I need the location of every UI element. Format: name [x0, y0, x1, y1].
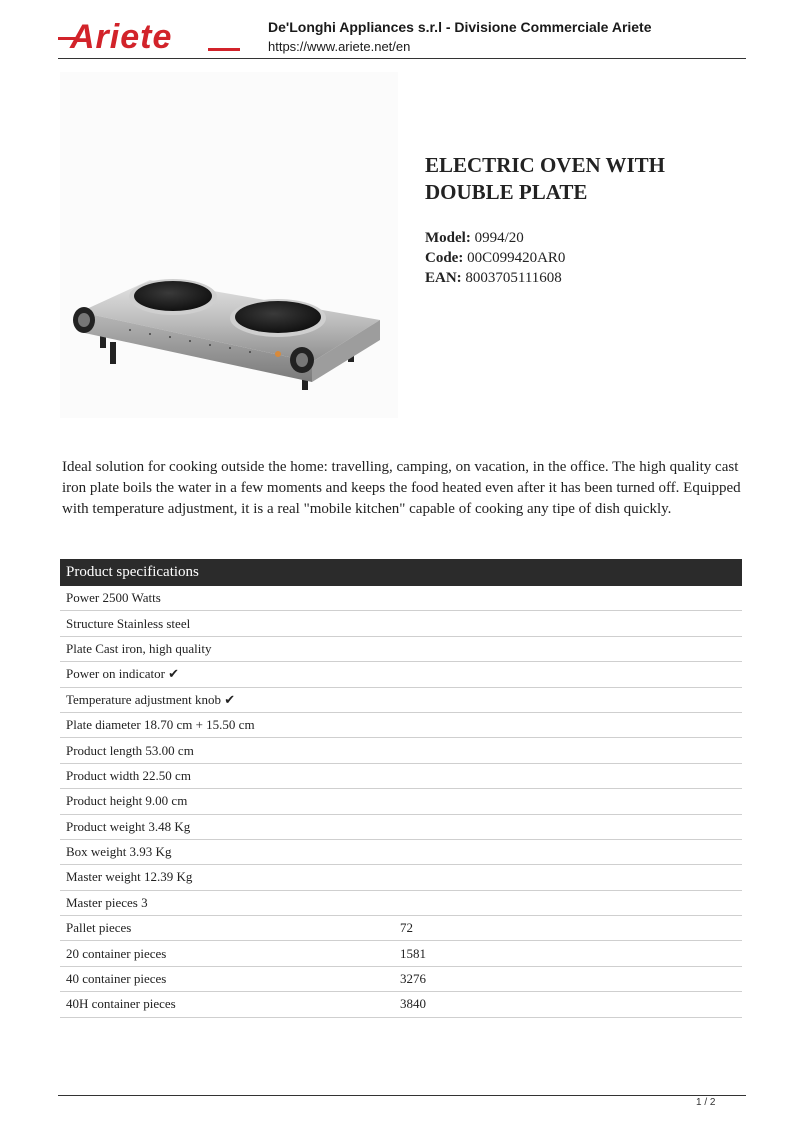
- table-row: [60, 814, 742, 839]
- table-row: [60, 611, 742, 636]
- spec-label: Product weight 3.48 Kg: [60, 814, 394, 839]
- table-row: [60, 662, 742, 687]
- spec-table: [60, 559, 742, 1018]
- spec-label: Plate Cast iron, high quality: [60, 636, 394, 661]
- spec-label: Plate diameter 18.70 cm + 15.50 cm: [60, 712, 394, 737]
- table-row: [60, 712, 742, 737]
- spec-value: [394, 611, 742, 636]
- page-header: [0, 0, 802, 60]
- spec-value: 1581: [394, 941, 742, 966]
- model-row: [425, 228, 565, 248]
- model-label: Model:: [425, 230, 471, 246]
- spec-value: 3276: [394, 966, 742, 991]
- spec-label: Box weight 3.93 Kg: [60, 839, 394, 864]
- table-row: [60, 789, 742, 814]
- spec-label: Power 2500 Watts: [60, 586, 394, 611]
- table-row: [60, 763, 742, 788]
- company-url[interactable]: https://www.ariete.net/en: [268, 39, 411, 54]
- spec-label: Structure Stainless steel: [60, 611, 394, 636]
- code-label: Code:: [425, 250, 464, 266]
- header-divider: [58, 58, 746, 59]
- spec-label: 20 container pieces: [60, 941, 394, 966]
- spec-label: Power on indicator ✔: [60, 662, 394, 687]
- spec-value: [394, 712, 742, 737]
- svg-text:Ariete: Ariete: [70, 20, 173, 54]
- spec-label: Master weight 12.39 Kg: [60, 865, 394, 890]
- spec-value: [394, 890, 742, 915]
- ariete-logo: [58, 20, 248, 54]
- product-identifiers: [425, 228, 565, 288]
- spec-value: [394, 814, 742, 839]
- code-value: 00C099420AR0: [467, 250, 566, 266]
- model-value: 0994/20: [474, 230, 524, 246]
- spec-label: Temperature adjustment knob ✔: [60, 687, 394, 712]
- ean-value: 8003705111608: [465, 270, 562, 286]
- table-row: [60, 890, 742, 915]
- page-number: 1 / 2: [696, 1097, 716, 1108]
- table-row: [60, 839, 742, 864]
- spec-label: Product width 22.50 cm: [60, 763, 394, 788]
- spec-value: [394, 687, 742, 712]
- spec-value: [394, 865, 742, 890]
- spec-value: 72: [394, 916, 742, 941]
- table-row: [60, 738, 742, 763]
- spec-value: [394, 738, 742, 763]
- spec-label: Pallet pieces: [60, 916, 394, 941]
- spec-label: 40H container pieces: [60, 992, 394, 1017]
- spec-value: [394, 789, 742, 814]
- table-row: [60, 992, 742, 1017]
- ean-row: [425, 268, 565, 288]
- table-row: [60, 966, 742, 991]
- spec-heading: Product specifications: [60, 559, 742, 586]
- ean-label: EAN:: [425, 270, 462, 286]
- spec-value: [394, 636, 742, 661]
- spec-label: Master pieces 3: [60, 890, 394, 915]
- product-title: ELECTRIC OVEN WITH DOUBLE PLATE: [425, 153, 666, 204]
- code-row: [425, 248, 565, 268]
- spec-header-row: [60, 559, 742, 586]
- table-row: [60, 586, 742, 611]
- spec-value: [394, 763, 742, 788]
- spec-label: Product height 9.00 cm: [60, 789, 394, 814]
- table-row: [60, 687, 742, 712]
- table-row: [60, 941, 742, 966]
- table-row: [60, 636, 742, 661]
- spec-label: 40 container pieces: [60, 966, 394, 991]
- spec-value: [394, 586, 742, 611]
- spec-label: Product length 53.00 cm: [60, 738, 394, 763]
- product-image: [60, 72, 398, 418]
- spec-value: [394, 662, 742, 687]
- product-description: Ideal solution for cooking outside the home: travelling, camping, on vacation, in the office. The high quality cast iron plate boils the water in a few moments and keeps the food heated even after it has been turned off. Equipped with temperature adjustment, it is a real "mobile kitchen" capable of cooking any tipe of dish quickly.: [62, 459, 741, 517]
- table-row: [60, 865, 742, 890]
- footer-divider: [58, 1095, 746, 1096]
- company-name: De'Longhi Appliances s.r.l - Divisione Commerciale Ariete: [268, 19, 652, 35]
- spec-value: 3840: [394, 992, 742, 1017]
- spec-value: [394, 839, 742, 864]
- table-row: [60, 916, 742, 941]
